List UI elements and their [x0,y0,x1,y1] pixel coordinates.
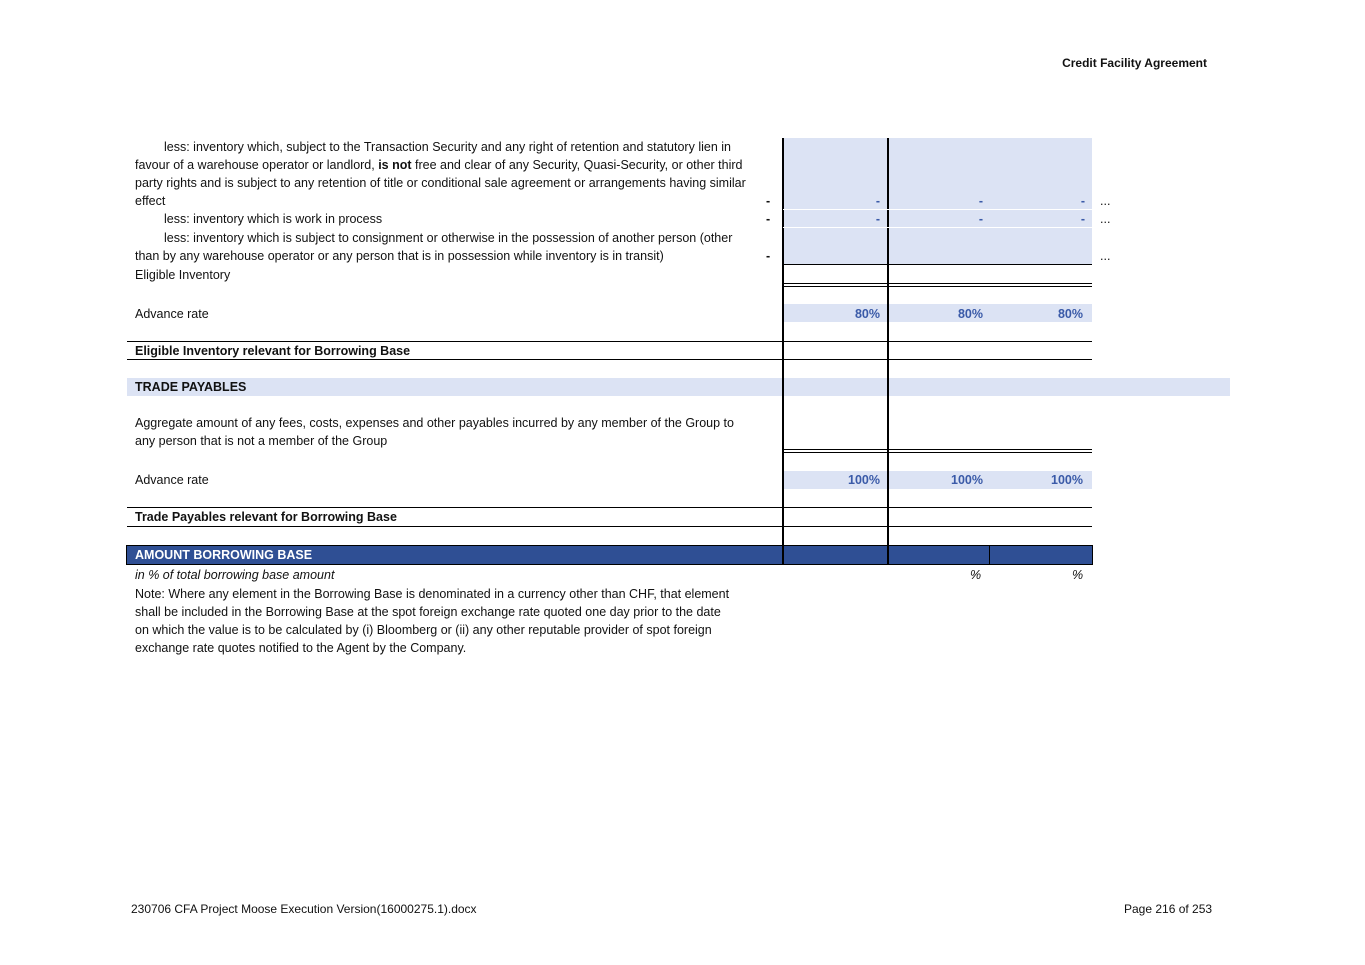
wip-value-1: - [875,212,880,226]
retention-value-1: - [875,194,880,208]
row-aggregate-amount-label: Aggregate amount of any fees, costs, expenses and other payables incurred by any member of the Group to any person that is not a member of the Group [135,416,734,448]
section-trade-payables-title: TRADE PAYABLES [135,380,247,394]
rule-below-eligible-inventory-bb [127,359,1092,360]
retention-text-before: less: inventory which, subject to the Transaction Security and any right of retention and statutory lien in favour of a warehouse operator or landlord, [135,140,731,172]
document-header-title: Credit Facility Agreement [1062,56,1207,70]
row-trade-payables-bb-label: Trade Payables relevant for Borrowing Base [135,510,397,524]
shade-trade-payables-header [127,378,1230,396]
rule-below-trade-payables-bb [127,526,1092,527]
banner-divider [887,545,889,565]
footer-page-number: Page 216 of 253 [1124,902,1213,916]
section-amount-borrowing-base-title: AMOUNT BORROWING BASE [135,548,313,562]
footer-document-name: 230706 CFA Project Moose Execution Version(16000275.1).docx [131,902,477,916]
wip-ellipsis: ... [1100,212,1111,226]
advance-rate-payables-value-2: 100% [951,473,983,487]
row-consignment-label: less: inventory which is subject to consignment or otherwise in the possession of another person (other than by any warehouse operator or any person that is in possession while inventory is in transit) [135,231,733,263]
row-pct-total-label: in % of total borrowing base amount [135,568,335,582]
advance-rate-inventory-value-2: 80% [957,307,983,321]
consignment-marker: - [766,249,771,263]
pct-total-value-1: % [970,568,982,582]
advance-rate-payables-value-1: 100% [848,473,880,487]
advance-rate-inventory-value-1: 80% [854,307,880,321]
double-rule-eligible-inventory [783,283,1092,287]
row-retention-lien-label [135,138,747,210]
advance-rate-payables-value-3: 100% [1051,473,1083,487]
retention-value-3: - [1080,194,1085,208]
retention-value-2: - [978,194,983,208]
row-work-in-process-label: less: inventory which is work in process [164,212,383,226]
retention-ellipsis: ... [1100,194,1111,208]
row-advance-rate-inventory-label: Advance rate [135,307,209,321]
rule-under-consignment [783,264,1092,265]
row-eligible-inventory-label: Eligible Inventory [135,268,231,282]
retention-text-bold: is not [378,158,412,172]
retention-text-after: free and clear of any Security, Quasi-Security, or other third party rights and is subject to any retention of title or conditional sale agreement or arrangements having similar effect [135,158,746,208]
note-paragraph: Note: Where any element in the Borrowing Base is denominated in a currency other than CHF, that element shall be included in the Borrowing Base at the spot foreign exchange rate quoted one day prior to the date on which the value is to be calculated by (i) Bloomberg or (ii) any other reputable provider of spot foreign exchange rate quotes notified to the Agent by the Company. [135,587,730,655]
row-eligible-inventory-bb-label: Eligible Inventory relevant for Borrowing Base [135,344,411,358]
banner-divider [989,545,990,565]
advance-rate-inventory-value-3: 80% [1057,307,1083,321]
column-divider-1 [782,138,784,565]
wip-value-3: - [1080,212,1085,226]
consignment-ellipsis: ... [1100,249,1111,263]
row-advance-rate-payables-label: Advance rate [135,473,209,487]
retention-marker: - [766,194,771,208]
double-rule-aggregate-amount [783,449,1092,453]
wip-value-2: - [978,212,983,226]
wip-marker: - [766,212,771,226]
pct-total-value-2: % [1072,568,1084,582]
banner-divider [782,545,784,565]
column-divider-2 [887,138,889,565]
